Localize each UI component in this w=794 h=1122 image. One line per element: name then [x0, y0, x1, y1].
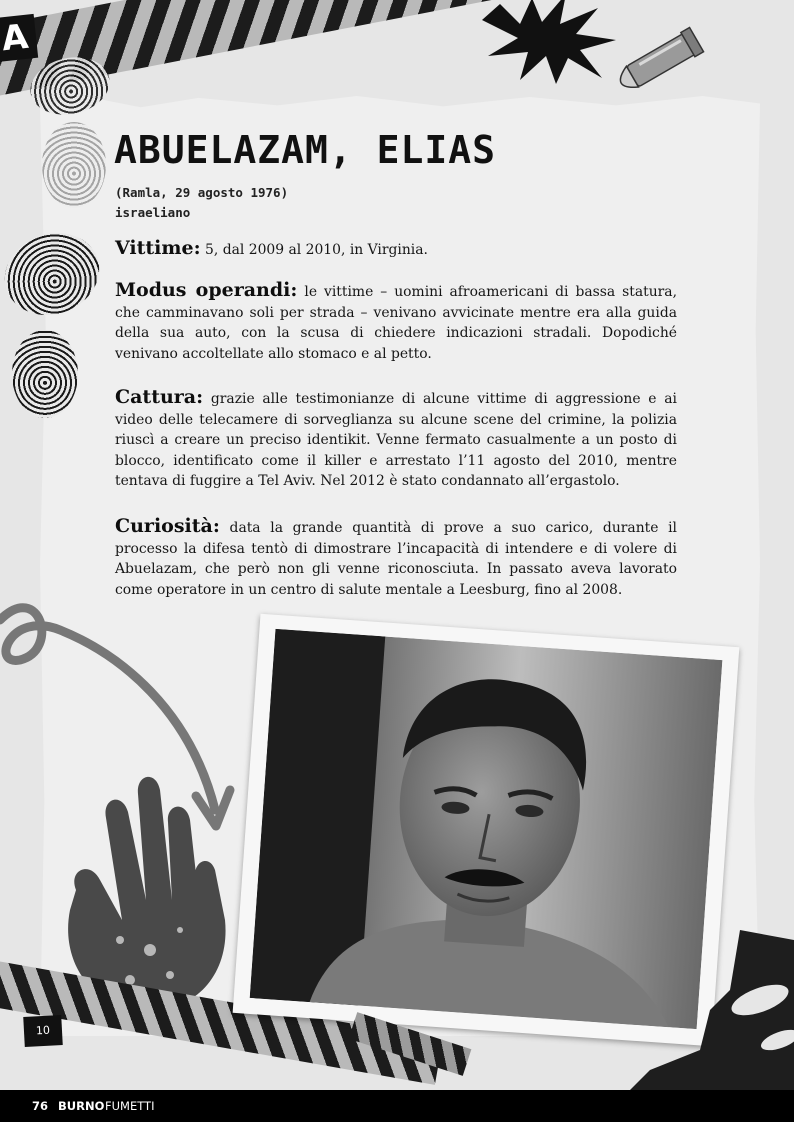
footer-section: FUMETTI — [105, 1099, 155, 1113]
modus-operandi-section — [115, 280, 677, 364]
entry-number-badge: 10 — [23, 1015, 63, 1047]
capture-section — [115, 387, 677, 492]
curiosity-label: Curiosità: — [115, 515, 220, 537]
modus-operandi-label: Modus operandi: — [115, 279, 298, 301]
capture-text: grazie alle testimonianze di alcune vittime di aggressione e ai video delle telecamere di sorveglianza su alcune scene del crimine, la polizia riuscì a creare un preciso identikit. Venne fermato casualmente a un posto di blocco, identificato come il killer e arrestato l’11 agosto del 2010, mentre tentava di fuggire a Tel Aviv. Nel 2012 è stato condannato all’ergastolo. — [115, 391, 677, 489]
victims-text: 5, dal 2009 al 2010, in Virginia. — [205, 242, 428, 258]
torn-paper-scrap-icon — [630, 930, 794, 1090]
victims-section — [115, 238, 677, 261]
victims-label: Vittime: — [115, 237, 201, 259]
curiosity-section — [115, 516, 677, 600]
bullet-icon — [600, 24, 730, 94]
modus-operandi-text: le vittime – uomini afroamericani di bassa statura, che camminavano soli per strada – venivano avvicinate mentre era alla guida della sua auto, con la scusa di chiedere indicazioni stradali. Dopodiché venivano accoltellate allo stomaco e al petto. — [115, 284, 677, 362]
fingerprint-icon — [42, 122, 106, 208]
footer-brand: BURNO — [58, 1099, 105, 1113]
birth-info: (Ramla, 29 agosto 1976) — [115, 185, 289, 200]
alphabet-letter-tag: A — [0, 14, 38, 62]
curiosity-text: data la grande quantità di prove a suo carico, durante il processo la difesa tentò di dimostrare l’incapacità di intendere e di volere di Abuelazam, che però non gli venne riconosciuta. In passato aveva lavorato come operatore in un centro di salute mentale a Leesburg, fino al 2008. — [115, 520, 677, 598]
ink-splatter-icon — [480, 0, 620, 84]
entry-title: ABUELAZAM, ELIAS — [114, 128, 497, 172]
page-footer — [0, 1090, 794, 1122]
capture-label: Cattura: — [115, 386, 204, 408]
nationality: israeliano — [115, 205, 191, 220]
footer-page-number: 76 — [32, 1099, 49, 1113]
fingerprint-icon — [12, 330, 78, 418]
